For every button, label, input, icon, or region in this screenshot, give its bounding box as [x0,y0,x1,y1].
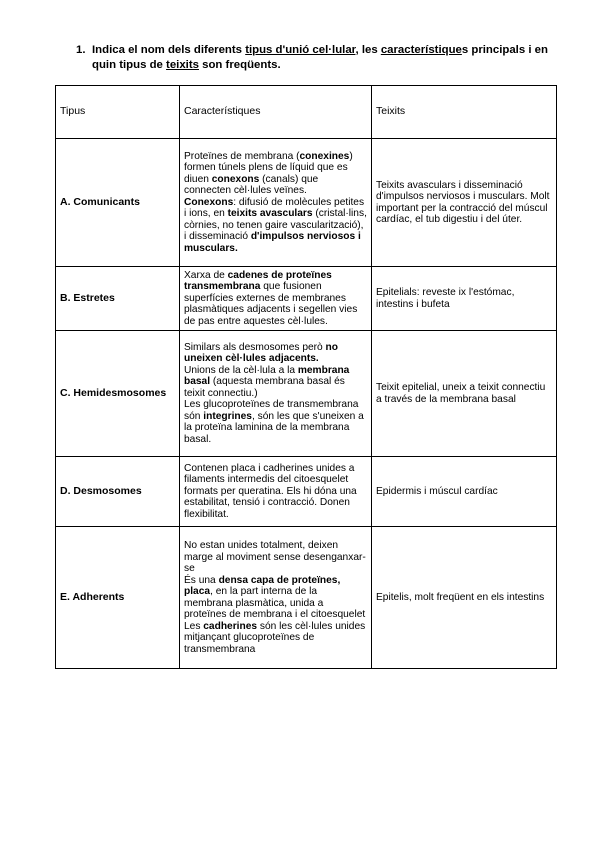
row-characteristics: Xarxa de cadenes de proteïnes transmembrana que fusionen superfícies externes de membranes plasmàtiques adjacents i segellen vies de pas entre aquestes cèl·lules. [180,267,372,331]
row-type: E. Adherents [56,527,180,669]
question-number: 1. [76,44,86,56]
row-tissues: Epitelis, molt freqüent en els intestins [372,527,557,669]
row-type: B. Estretes [56,267,180,331]
header-tipus: Tipus [56,86,180,139]
row-tissues: Epitelials: reveste ix l'estómac, intestins i bufeta [372,267,557,331]
cell-junctions-table [55,85,557,669]
row-type: A. Comunicants [56,139,180,267]
table-row [56,267,557,331]
header-teixits: Teixits [372,86,557,139]
row-characteristics: Similars als desmosomes però no uneixen cèl·lules adjacents. Unions de la cèl·lula a la membrana basal (aquesta membrana basal és teixit connectiu.) Les glucoproteïnes de transmembrana són integrines, són les que s'uneixen a la proteïna laminina de la membrana basal. [180,331,372,457]
table-row [56,457,557,527]
row-characteristics: Proteïnes de membrana (conexines) formen túnels plens de líquid que es diuen conexons (canals) que connecten cèl·lules veïnes. Conexons: difusió de molècules petites i ions, en teixits avasculars (cristal·lins, còrnies, no tenen gaire vascularització), i disseminació d'impulsos nerviosos i musculars. [180,139,372,267]
question [76,43,554,73]
row-tissues: Epidermis i múscul cardíac [372,457,557,527]
question-text: Indica el nom dels diferents tipus d'unió cel·lular, les característiques principals i en quin tipus de teixits son freqüents. [92,44,548,71]
row-type: D. Desmosomes [56,457,180,527]
table-row [56,331,557,457]
table-header-row [56,86,557,139]
table-row [56,527,557,669]
table-row [56,139,557,267]
row-characteristics: Contenen placa i cadherines unides a filaments intermedis del citoesquelet formats per queratina. Els hi dóna una estabilitat, tensió i contracció. Donen flexibilitat. [180,457,372,527]
row-type: C. Hemidesmosomes [56,331,180,457]
row-tissues: Teixits avasculars i disseminació d'impulsos nerviosos i musculars. Molt important per la contracció del múscul cardíac, el tub digestiu i del úter. [372,139,557,267]
header-caracteristiques: Característiques [180,86,372,139]
row-characteristics: No estan unides totalment, deixen marge al moviment sense desenganxar-se És una densa capa de proteïnes, placa, en la part interna de la membrana plasmàtica, unida a proteïnes de membrana i el citoesquelet Les cadherines són les cèl·lules unides mitjançant glucoproteïnes de transmembrana [180,527,372,669]
row-tissues: Teixit epitelial, uneix a teixit connectiu a través de la membrana basal [372,331,557,457]
